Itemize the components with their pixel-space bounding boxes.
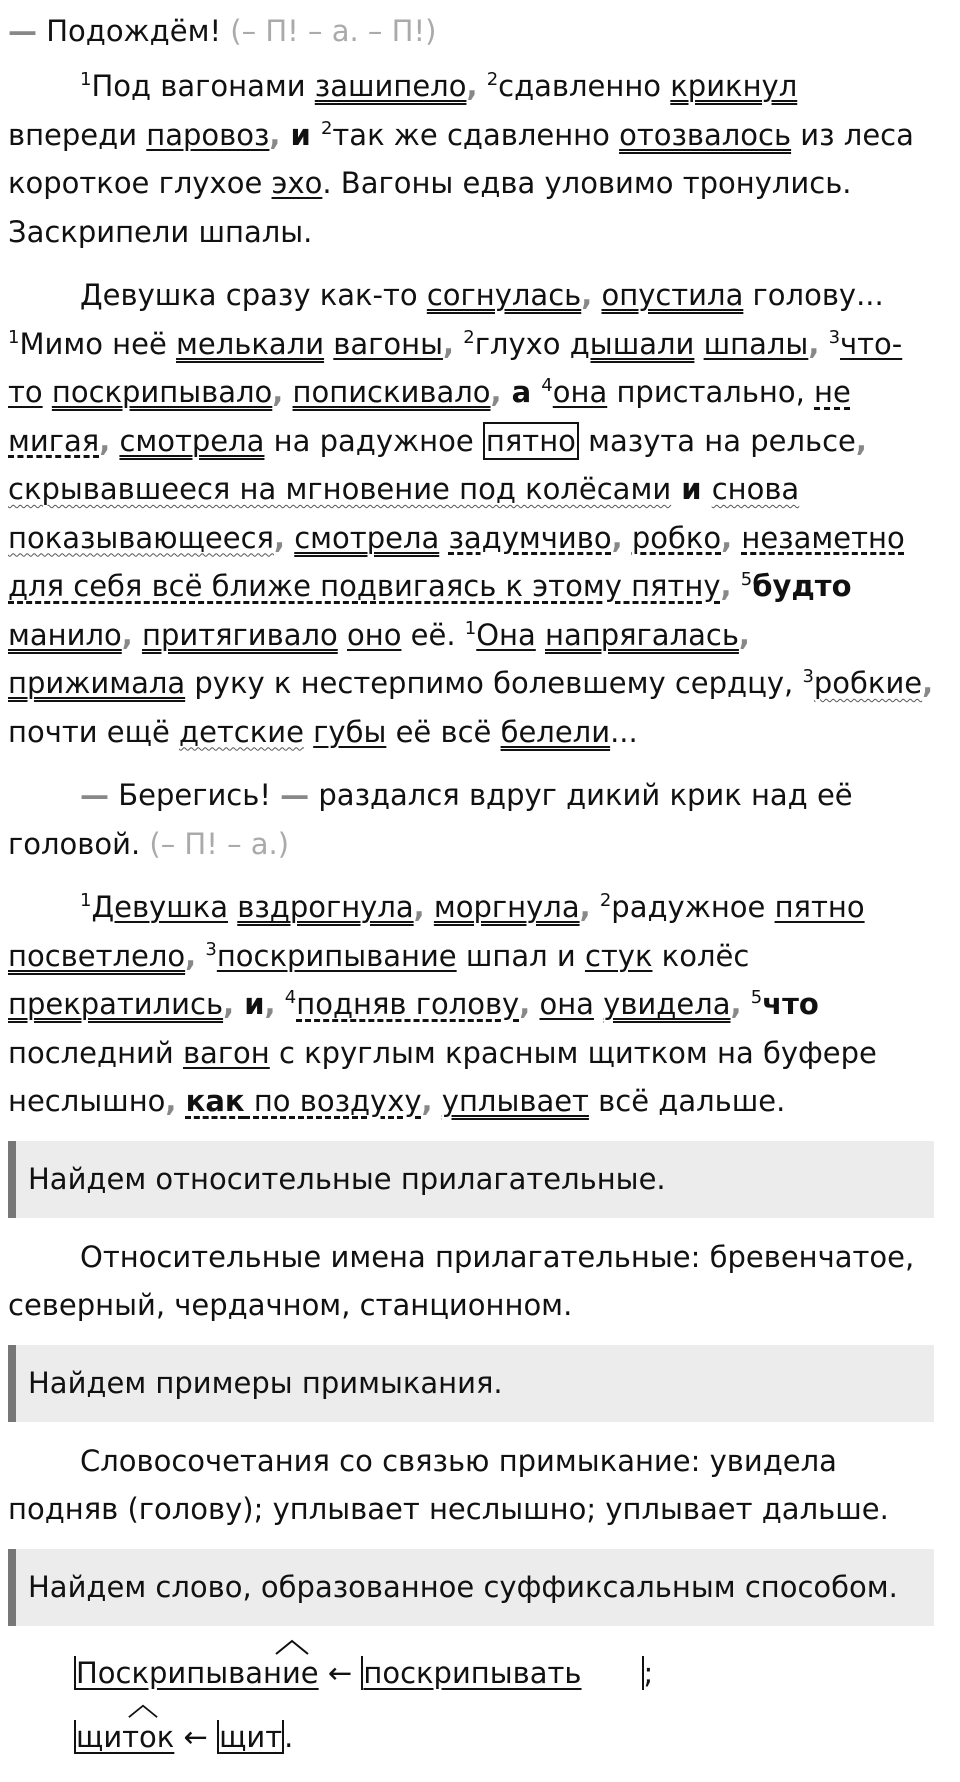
text: [732, 521, 741, 555]
predicate: смотрела: [119, 423, 265, 458]
clause-number: 2: [463, 326, 475, 348]
comma: ,: [738, 617, 750, 652]
comma: ,: [185, 938, 197, 973]
predicate: зашипело: [314, 69, 467, 103]
section-header-adjectives: Найдем относительные прилагательные.: [8, 1141, 934, 1218]
subject: Она: [476, 617, 536, 652]
text: последний: [8, 1035, 183, 1070]
text: шпал и: [456, 938, 585, 973]
comma: ,: [273, 520, 286, 555]
derived-word-2: [74, 1705, 174, 1769]
dash-mark: —: [80, 778, 109, 812]
predicate: прижимала: [8, 666, 186, 700]
comma: ,: [272, 375, 284, 409]
derived-word-text: щиток: [76, 1719, 175, 1754]
clause-number: 2: [599, 890, 612, 911]
text: . Вагоны едва уловимо тронулись. Заскрипели шпалы.: [8, 166, 852, 249]
text: колёс: [652, 938, 750, 973]
predicate: прекратились: [8, 987, 224, 1021]
conjunction: и: [234, 987, 265, 1021]
comma: ,: [264, 987, 276, 1021]
suffix-arch-icon: [275, 1639, 309, 1655]
text: глухо: [474, 326, 570, 361]
text: так же сдавленно: [332, 117, 620, 152]
dash-mark: —: [280, 778, 310, 812]
adverbial: незаметно для себя всё ближе подвигаясь к этому пятну: [8, 520, 905, 603]
text: мазута на рельсе: [578, 423, 856, 458]
text: ...: [610, 714, 638, 749]
subject: паровоз: [146, 117, 270, 152]
paragraph-1: [8, 62, 934, 256]
comma: ,: [269, 117, 281, 152]
participle-phrase: скрывавшееся на мгновение под колёсами: [8, 472, 672, 506]
text: [176, 1084, 185, 1118]
adverbial: робко: [631, 520, 722, 555]
derivation-block: [8, 1641, 934, 1769]
text: руку к нестерпимо болевшему сердцу,: [185, 666, 803, 700]
text: Мимо неё: [19, 326, 177, 361]
clause-number: 1: [464, 617, 477, 639]
predicate: вздрогнула: [237, 890, 414, 924]
subject: губы: [313, 714, 387, 749]
predicate: притягивало: [141, 617, 338, 652]
predicate: моргнула: [433, 890, 580, 924]
text: на радужное: [264, 423, 483, 458]
clause-number: 1: [80, 890, 92, 911]
comma: ,: [922, 666, 934, 700]
text: [304, 715, 313, 749]
derived-word-text: Поскрипывание: [76, 1655, 319, 1690]
comma: ,: [466, 69, 478, 103]
text: её.: [401, 617, 465, 652]
clause-number: 3: [802, 666, 814, 687]
punctuation: .: [284, 1719, 294, 1754]
text: почти ещё: [8, 714, 180, 749]
adjectives-answer: Относительные имена прилагательные: бревенчатое, северный, чердачном, станционном.: [8, 1239, 915, 1322]
subject: стук: [584, 938, 653, 973]
text: радужное: [611, 890, 775, 924]
predicate: опустила: [601, 278, 744, 312]
text: [283, 375, 292, 409]
comparison-conjunction: как: [185, 1084, 245, 1118]
comma: ,: [519, 987, 531, 1021]
subject: Девушка: [91, 890, 229, 924]
comma: ,: [721, 520, 733, 555]
clause-number: 2: [486, 69, 499, 90]
base-word-text: щит: [219, 1719, 283, 1754]
text: с круглым красным щитком на буфере неслышно: [8, 1035, 877, 1118]
suffix-arch-icon: [128, 1703, 158, 1719]
text: [133, 618, 142, 652]
paragraph-2: [8, 271, 934, 756]
text: [324, 327, 333, 361]
punctuation: ;: [643, 1655, 654, 1690]
text: сдавленно: [498, 69, 671, 103]
boxed-word: пятно: [483, 422, 579, 460]
base-word-text: поскрипывать: [361, 1656, 643, 1690]
clause-number: 3: [205, 938, 217, 960]
text: её всё: [386, 714, 501, 749]
attribute: детские: [179, 714, 304, 749]
arrow: ←: [318, 1655, 362, 1690]
clause-number: 4: [541, 375, 553, 396]
comma: ,: [855, 423, 867, 458]
paragraph-4: [8, 883, 934, 1126]
subject: вагоны: [333, 326, 443, 361]
conjunction: и: [280, 117, 321, 152]
predicate: увидела: [603, 987, 731, 1021]
predicate: уплывает: [441, 1084, 589, 1118]
text: [536, 618, 545, 652]
dash-mark: —: [8, 14, 37, 48]
text: [433, 1084, 442, 1118]
comma: ,: [442, 326, 455, 361]
predicate: посветлело: [8, 938, 186, 973]
comma: ,: [165, 1084, 177, 1118]
adverbial: не мигая: [8, 375, 851, 458]
comma: ,: [611, 520, 623, 555]
predicate: крикнул: [670, 69, 798, 103]
arrow: ←: [174, 1719, 218, 1754]
participle-phrase: снова показывающееся: [8, 472, 800, 555]
comma: ,: [413, 890, 425, 924]
predicate: дышали: [569, 326, 695, 361]
derivation-line-1: [74, 1641, 934, 1705]
text: раздался вдруг дикий крик над её головой.: [8, 778, 853, 861]
text: [594, 987, 603, 1021]
text: [425, 890, 434, 924]
clause-number: 1: [80, 69, 92, 90]
subject: оно: [346, 617, 402, 652]
text: Берегись!: [109, 778, 281, 812]
text: [338, 618, 347, 652]
predicate: отозвалось: [619, 117, 792, 152]
comma: ,: [730, 987, 742, 1021]
subject: она: [552, 375, 608, 409]
text: впереди: [8, 117, 147, 152]
subject: эхо: [271, 166, 323, 200]
dialog-text: Подождём!: [37, 14, 222, 48]
adjacency-answer: Словосочетания со связью примыкание: увидела подняв (голову); уплывает неслышно; уплывает дальше.: [8, 1443, 889, 1526]
adverbial: подняв голову: [296, 987, 520, 1021]
comma: ,: [121, 617, 133, 652]
comma: ,: [579, 890, 591, 924]
conjunction: а: [501, 375, 542, 409]
clause-number: 4: [284, 987, 297, 1008]
comma: ,: [490, 375, 502, 409]
predicate: смотрела: [294, 520, 440, 555]
predicate: манило: [8, 617, 122, 652]
clause-number: 3: [828, 326, 841, 348]
predicate: поскрипывало: [51, 375, 273, 409]
text: [228, 890, 237, 924]
subject: пятно: [774, 890, 865, 924]
predicate: напрягалась: [545, 617, 739, 652]
subject: она: [539, 987, 594, 1021]
comma: ,: [223, 987, 235, 1021]
derived-word-1: [74, 1641, 319, 1705]
text: [623, 521, 632, 555]
conjunction: и: [671, 472, 712, 506]
clause-number: 2: [320, 117, 333, 139]
subject: вагон: [182, 1035, 270, 1070]
paragraph-3: [8, 771, 934, 868]
section-header-suffix: Найдем слово, образованное суффиксальным способом.: [8, 1549, 934, 1626]
adverbial: задумчиво: [448, 520, 612, 555]
clause-number: 5: [750, 987, 763, 1008]
dialog-scheme: (– П! – а. – П!): [221, 14, 437, 48]
text: всё дальше.: [588, 1084, 786, 1118]
predicate: попискивало: [292, 375, 491, 409]
comparison-phrase: по воздуху: [244, 1084, 422, 1118]
text: [285, 521, 294, 555]
comma: ,: [720, 569, 732, 603]
comma: ,: [99, 423, 111, 458]
comma: ,: [421, 1084, 433, 1118]
dialog-line: [8, 0, 934, 62]
comma: ,: [808, 326, 820, 361]
text: из леса короткое глухое: [8, 117, 914, 200]
attribute: робкие: [813, 666, 923, 700]
text: [43, 375, 52, 409]
text: Под вагонами: [91, 69, 315, 103]
text: Девушка сразу как-то: [80, 278, 427, 312]
base-word-1: [361, 1641, 581, 1705]
clause-number: 1: [8, 326, 20, 348]
subject: шпалы: [703, 326, 809, 361]
dialog-scheme: (– П! – а.): [140, 826, 290, 861]
text: пристально,: [607, 375, 815, 409]
conjunction: будто: [752, 569, 852, 603]
conjunction: что: [762, 987, 819, 1021]
predicate: согнулась: [426, 278, 582, 312]
predicate: мелькали: [176, 326, 325, 361]
text: голову...: [743, 278, 884, 312]
subject: что-то: [8, 326, 903, 409]
clause-number: 5: [740, 569, 753, 590]
subject: поскрипывание: [216, 938, 457, 973]
derivation-line-2: [74, 1705, 934, 1769]
comma: ,: [581, 278, 593, 312]
section-header-adjacency: Найдем примеры примыкания.: [8, 1345, 934, 1422]
predicate: белели: [500, 714, 611, 749]
text: [694, 327, 703, 361]
